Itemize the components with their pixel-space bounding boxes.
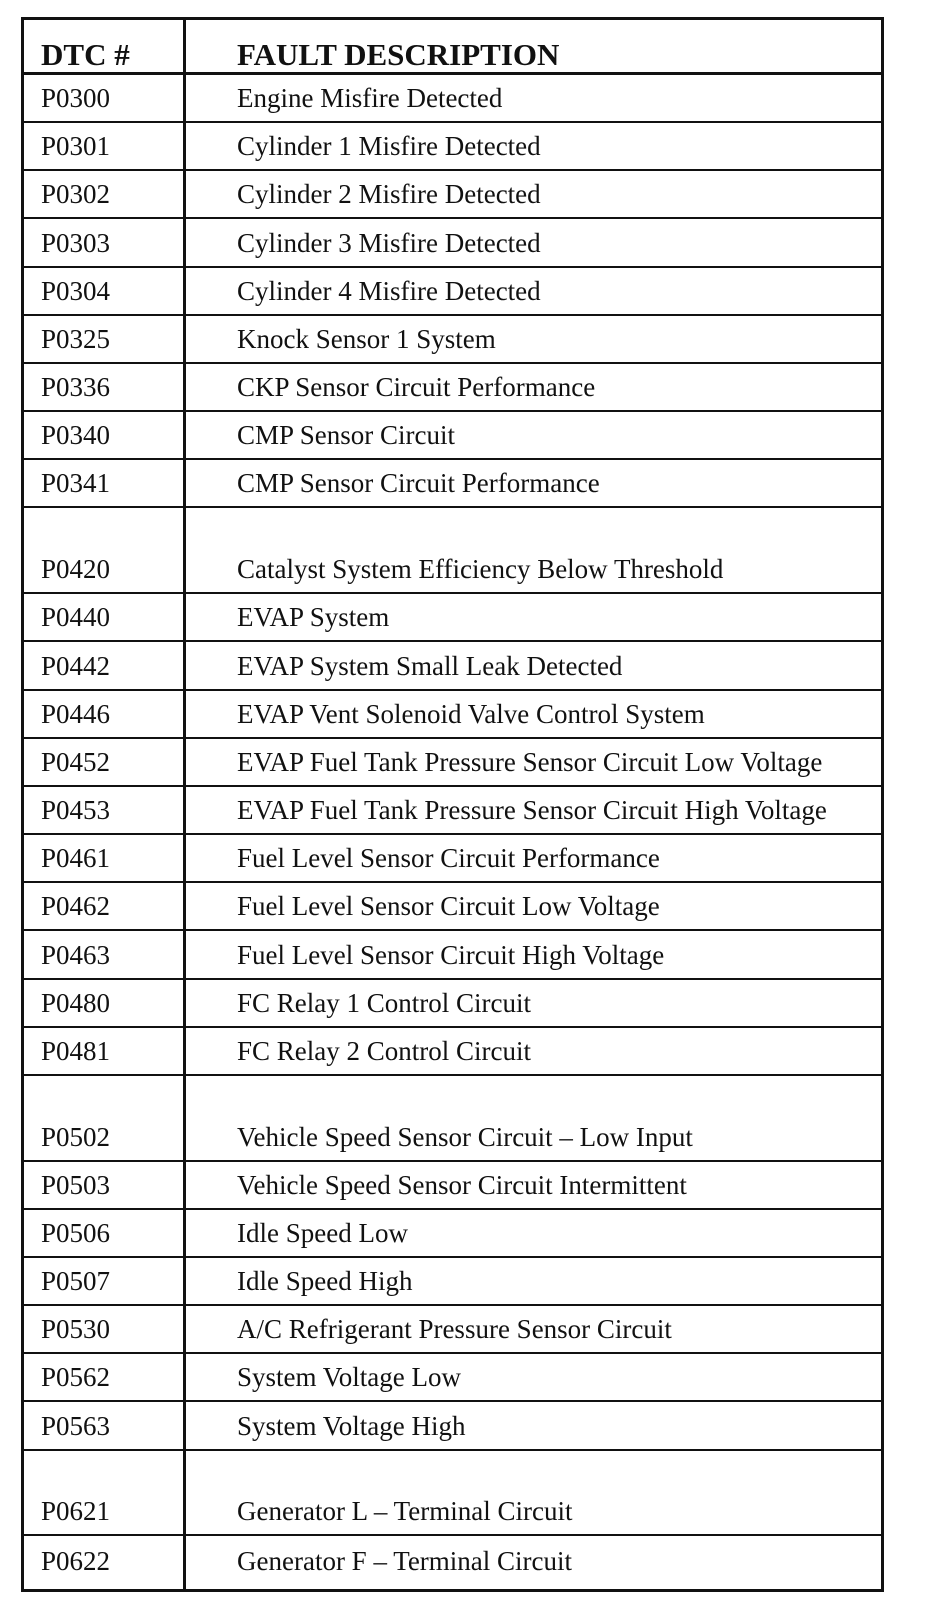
fault-description-cell — [185, 1353, 883, 1401]
dtc-code-cell — [23, 593, 185, 641]
table-row — [23, 738, 883, 786]
fault-description-cell — [185, 979, 883, 1027]
dtc-code: P0621 — [41, 1496, 111, 1527]
fault-description-cell — [185, 690, 883, 738]
table-row — [23, 315, 883, 363]
table-row — [23, 122, 883, 170]
dtc-code: P0502 — [41, 1121, 111, 1152]
dtc-code-cell — [23, 1161, 185, 1209]
table-row — [23, 1027, 883, 1075]
dtc-code: P0562 — [41, 1362, 111, 1393]
fault-description-cell — [185, 1209, 883, 1257]
fault-description-cell — [185, 507, 883, 593]
dtc-code: P0463 — [41, 939, 111, 970]
fault-description: Catalyst System Efficiency Below Threshold — [237, 554, 724, 585]
table-row — [23, 1257, 883, 1305]
fault-description: Generator F – Terminal Circuit — [237, 1546, 573, 1576]
dtc-code: P0442 — [41, 650, 111, 681]
dtc-code: P0302 — [41, 179, 111, 210]
dtc-code: P0462 — [41, 891, 111, 922]
table-row — [23, 834, 883, 882]
fault-description-cell — [185, 411, 883, 459]
table-row — [23, 882, 883, 930]
dtc-code-cell — [23, 411, 185, 459]
fault-description-cell — [185, 1027, 883, 1075]
table-header-row — [23, 19, 883, 74]
dtc-code-cell — [23, 1257, 185, 1305]
fault-description-cell — [185, 738, 883, 786]
table-row — [23, 979, 883, 1027]
table-row — [23, 170, 883, 218]
table-row — [23, 1401, 883, 1449]
fault-description-cell — [185, 1535, 883, 1590]
dtc-code: P0325 — [41, 323, 111, 354]
table-row — [23, 1353, 883, 1401]
dtc-code: P0303 — [41, 227, 111, 258]
fault-description: A/C Refrigerant Pressure Sensor Circuit — [237, 1314, 672, 1345]
dtc-code-cell — [23, 74, 185, 123]
table-row — [23, 641, 883, 689]
fault-description-cell — [185, 882, 883, 930]
table-row — [23, 411, 883, 459]
dtc-code: P0563 — [41, 1410, 111, 1441]
dtc-code-cell — [23, 1027, 185, 1075]
dtc-code: P0480 — [41, 987, 111, 1018]
fault-description: FC Relay 2 Control Circuit — [237, 1035, 531, 1066]
dtc-code: P0440 — [41, 602, 111, 633]
dtc-code-cell — [23, 315, 185, 363]
dtc-code: P0481 — [41, 1035, 111, 1066]
table-row — [23, 1209, 883, 1257]
fault-description: EVAP System Small Leak Detected — [237, 650, 623, 681]
dtc-table — [21, 17, 884, 1592]
dtc-code-cell — [23, 690, 185, 738]
table-row — [23, 363, 883, 411]
table-row — [23, 1535, 883, 1590]
table-row — [23, 1450, 883, 1536]
fault-description: Vehicle Speed Sensor Circuit – Low Input — [237, 1121, 693, 1152]
fault-description-cell — [185, 1305, 883, 1353]
dtc-code: P0304 — [41, 275, 111, 306]
dtc-code: P0340 — [41, 420, 111, 451]
fault-description-cell — [185, 1257, 883, 1305]
fault-description-cell — [185, 122, 883, 170]
fault-description-cell — [185, 834, 883, 882]
fault-description: EVAP Fuel Tank Pressure Sensor Circuit High Voltage — [237, 795, 827, 826]
dtc-code-cell — [23, 1401, 185, 1449]
dtc-code-cell — [23, 738, 185, 786]
table-row — [23, 786, 883, 834]
fault-description-cell — [185, 641, 883, 689]
dtc-code-cell — [23, 267, 185, 315]
fault-description: CMP Sensor Circuit — [237, 420, 456, 451]
dtc-code-cell — [23, 1535, 185, 1590]
dtc-code-cell — [23, 218, 185, 266]
dtc-code: P0452 — [41, 746, 111, 777]
dtc-code-cell — [23, 170, 185, 218]
dtc-code-cell — [23, 1075, 185, 1161]
dtc-code: P0461 — [41, 843, 111, 874]
fault-description: Cylinder 4 Misfire Detected — [237, 275, 541, 306]
dtc-code-cell — [23, 507, 185, 593]
dtc-code-cell — [23, 834, 185, 882]
dtc-code-cell — [23, 459, 185, 507]
dtc-code: P0506 — [41, 1217, 111, 1248]
dtc-code: P0420 — [41, 554, 111, 585]
fault-description: Vehicle Speed Sensor Circuit Intermittent — [237, 1169, 687, 1200]
table-row — [23, 930, 883, 978]
dtc-code: P0336 — [41, 372, 111, 403]
dtc-code: P0341 — [41, 468, 111, 499]
fault-description-cell — [185, 1401, 883, 1449]
table-row — [23, 74, 883, 123]
fault-description-cell — [185, 1075, 883, 1161]
fault-description: FC Relay 1 Control Circuit — [237, 987, 531, 1018]
fault-description: Idle Speed Low — [237, 1217, 408, 1248]
fault-description-cell — [185, 267, 883, 315]
dtc-code: P0622 — [41, 1546, 111, 1576]
fault-description: Fuel Level Sensor Circuit High Voltage — [237, 939, 665, 970]
table-row — [23, 1075, 883, 1161]
fault-description: Fuel Level Sensor Circuit Low Voltage — [237, 891, 660, 922]
fault-description: CMP Sensor Circuit Performance — [237, 468, 600, 499]
table-row — [23, 459, 883, 507]
column-header-dtc: DTC # — [23, 19, 185, 74]
dtc-code: P0301 — [41, 131, 111, 162]
fault-description-cell — [185, 786, 883, 834]
dtc-code: P0530 — [41, 1314, 111, 1345]
dtc-code-cell — [23, 1305, 185, 1353]
fault-description-cell — [185, 363, 883, 411]
dtc-code-cell — [23, 979, 185, 1027]
dtc-code: P0453 — [41, 795, 111, 826]
table-row — [23, 218, 883, 266]
fault-description: Generator L – Terminal Circuit — [237, 1496, 573, 1527]
fault-description: System Voltage High — [237, 1410, 466, 1441]
fault-description: CKP Sensor Circuit Performance — [237, 372, 596, 403]
dtc-code-cell — [23, 1450, 185, 1536]
fault-description-cell — [185, 1450, 883, 1536]
table-row — [23, 267, 883, 315]
dtc-code-cell — [23, 1353, 185, 1401]
dtc-code-cell — [23, 363, 185, 411]
fault-description-cell — [185, 74, 883, 123]
column-header-fault-description: FAULT DESCRIPTION — [185, 19, 883, 74]
fault-description: EVAP System — [237, 602, 390, 633]
table-row — [23, 593, 883, 641]
dtc-code-cell — [23, 882, 185, 930]
table-row — [23, 690, 883, 738]
fault-description: System Voltage Low — [237, 1362, 462, 1393]
fault-description: Fuel Level Sensor Circuit Performance — [237, 843, 660, 874]
fault-description: Cylinder 1 Misfire Detected — [237, 131, 541, 162]
fault-description: EVAP Fuel Tank Pressure Sensor Circuit Low Voltage — [237, 746, 823, 777]
fault-description: Idle Speed High — [237, 1266, 413, 1297]
dtc-code-cell — [23, 786, 185, 834]
dtc-code: P0503 — [41, 1169, 111, 1200]
fault-description-cell — [185, 315, 883, 363]
fault-description-cell — [185, 218, 883, 266]
table-row — [23, 507, 883, 593]
fault-description: Cylinder 2 Misfire Detected — [237, 179, 541, 210]
dtc-code-cell — [23, 641, 185, 689]
fault-description-cell — [185, 459, 883, 507]
fault-description-cell — [185, 170, 883, 218]
fault-description-cell — [185, 1161, 883, 1209]
fault-description: Engine Misfire Detected — [237, 83, 503, 114]
dtc-code: P0507 — [41, 1266, 111, 1297]
dtc-code-cell — [23, 930, 185, 978]
fault-description: Knock Sensor 1 System — [237, 323, 496, 354]
fault-description-cell — [185, 930, 883, 978]
dtc-code: P0300 — [41, 83, 111, 114]
dtc-code-cell — [23, 122, 185, 170]
fault-description: EVAP Vent Solenoid Valve Control System — [237, 698, 705, 729]
fault-description-cell — [185, 593, 883, 641]
dtc-code: P0446 — [41, 698, 111, 729]
table-row — [23, 1305, 883, 1353]
table-row — [23, 1161, 883, 1209]
dtc-code-cell — [23, 1209, 185, 1257]
fault-description: Cylinder 3 Misfire Detected — [237, 227, 541, 258]
